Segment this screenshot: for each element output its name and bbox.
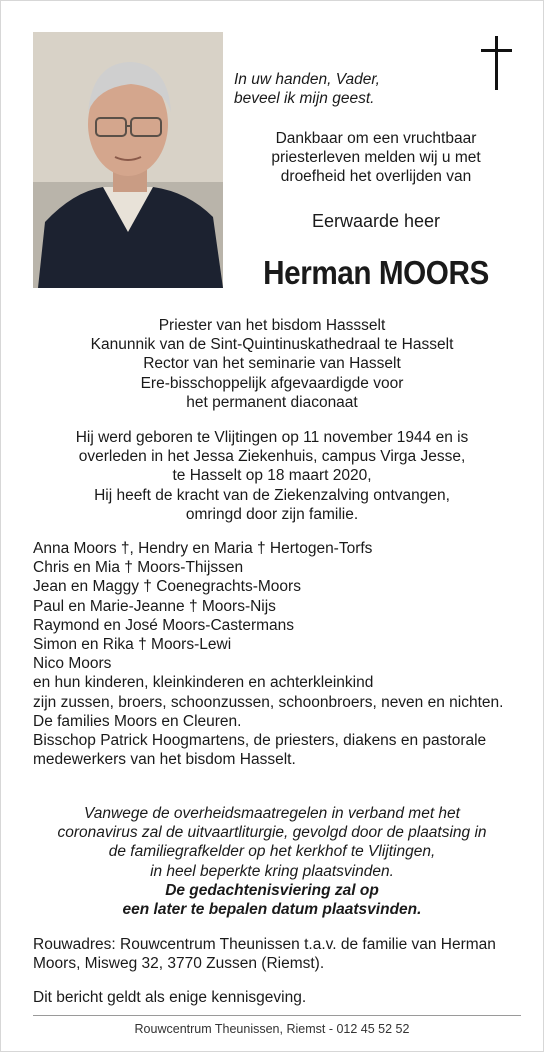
family-line: Bisschop Patrick Hoogmartens, de priesters, diakens en pastorale medewerkers van het bisdom Hasselt. [33,732,487,769]
quote-line: In uw handen, Vader, [234,71,380,88]
bio-line: te Hasselt op 18 maart 2020, [172,467,372,485]
quote-line: beveel ik mijn geest. [234,90,375,107]
title-line: Ere-bisschoppelijk afgevaardigde voor [140,374,404,392]
bio-line: Hij heeft de kracht van de Ziekenzalving ontvangen, [94,486,450,504]
footer-funeral-home: Rouwcentrum Theunissen, Riemst - 012 45 52 52 [134,1022,410,1036]
notice-emphasis-line: De gedachtenisviering zal op [165,881,379,899]
bio-line: omringd door zijn familie. [185,505,359,523]
family-line: Raymond en José Moors-Castermans [33,616,295,634]
mourning-address: Rouwadres: Rouwcentrum Theunissen t.a.v. de familie van Herman Moors, Misweg 32, 3770 Zussen (Riemst). [33,936,496,973]
notice-line: in heel beperkte kring plaatsvinden. [150,862,394,880]
title-line: Priester van het bisdom Hassselt [158,317,386,334]
family-line: Paul en Marie-Jeanne † Moors-Nijs [33,597,276,615]
family-line: Simon en Rika † Moors-Lewi [33,636,232,654]
notice-emphasis-line: een later te bepalen datum plaatsvinden. [122,901,422,919]
deceased-name: Herman MOORS [263,254,489,291]
announcement-intro [236,129,516,186]
family-line: en hun kinderen, kleinkinderen en achterkleinkind [33,674,374,692]
scripture-quote [234,70,414,108]
title-line: Kanunnik van de Sint-Quintinuskathedraal te Hasselt [90,336,454,354]
intro-line: priesterleven melden wij u met [271,149,481,166]
latin-cross-icon [479,36,515,90]
funeral-notice [0,804,544,919]
bio-line: overleden in het Jessa Ziekenhuis, campus Virga Jesse, [78,448,466,466]
intro-line: Dankbaar om een vruchtbaar [275,130,477,147]
family-line: Chris en Mia † Moors-Thijssen [33,559,244,577]
notice-line: de familiegrafkelder op het kerkhof te Vlijtingen, [108,843,436,861]
biography [0,428,544,524]
title-line: Rector van het seminarie van Hasselt [143,355,401,373]
family-line: zijn zussen, broers, schoonzussen, schoonbroers, neven en nichten. [33,693,504,711]
family-line: Jean en Maggy † Coenegrachts-Moors [33,578,301,596]
family-line: Nico Moors [33,655,112,673]
portrait-photo [33,32,223,288]
divider [33,1015,521,1016]
title-line: het permanent diaconaat [186,393,358,411]
titles-list [0,316,544,412]
honorific: Eerwaarde heer [311,211,441,231]
family-list [33,539,513,769]
closing-statement: Dit bericht geldt als enige kennisgeving. [33,989,307,1006]
family-line: Anna Moors †, Hendry en Maria † Hertogen-Torfs [33,540,373,557]
intro-line: droefheid het overlijden van [280,168,472,185]
family-line: De families Moors en Cleuren. [33,712,242,730]
bio-line: Hij werd geboren te Vlijtingen op 11 november 1944 en is [75,429,469,446]
notice-line: coronavirus zal de uitvaartliturgie, gevolgd door de plaatsing in [57,824,487,842]
notice-line: Vanwege de overheidsmaatregelen in verband met het [84,805,460,822]
